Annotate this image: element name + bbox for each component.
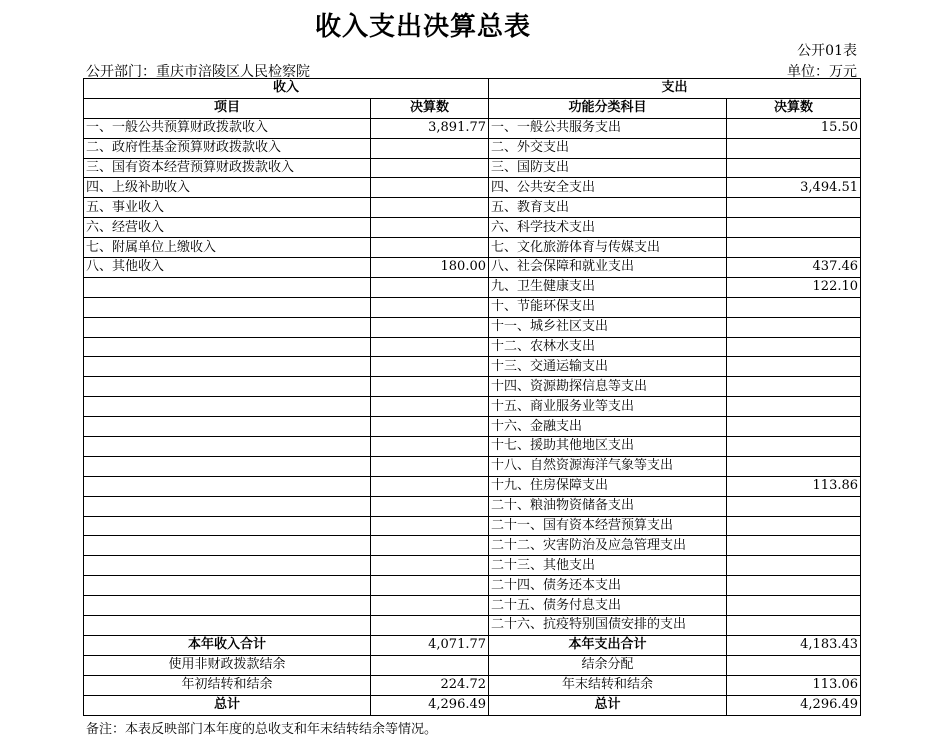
expense-item-cell: 三、国防支出 — [489, 158, 727, 178]
expense-value-cell — [727, 297, 861, 317]
table-row — [84, 456, 861, 476]
summary-expense-value-cell: 113.06 — [727, 675, 861, 695]
income-value-cell — [371, 417, 489, 437]
expense-item-cell: 二、外交支出 — [489, 138, 727, 158]
table-row — [84, 377, 861, 397]
expense-value-cell — [727, 138, 861, 158]
summary-row — [84, 635, 861, 655]
expense-item-cell: 九、卫生健康支出 — [489, 277, 727, 297]
table-row — [84, 238, 861, 258]
income-value-cell — [371, 337, 489, 357]
expense-value-cell — [727, 516, 861, 536]
income-item-cell — [84, 297, 371, 317]
income-value-cell — [371, 198, 489, 218]
table-row — [84, 556, 861, 576]
unit-label: 单位：万元 — [787, 64, 857, 80]
expense-item-cell: 二十一、国有资本经营预算支出 — [489, 516, 727, 536]
summary-income-value-cell: 4,071.77 — [371, 635, 489, 655]
expense-item-cell: 十八、自然资源海洋气象等支出 — [489, 456, 727, 476]
income-value-cell — [371, 158, 489, 178]
expense-item-cell: 十五、商业服务业等支出 — [489, 397, 727, 417]
income-item-cell — [84, 536, 371, 556]
expense-value-cell — [727, 218, 861, 238]
expense-value-cell — [727, 238, 861, 258]
income-item-cell: 二、政府性基金预算财政拨款收入 — [84, 138, 371, 158]
income-value-cell — [371, 377, 489, 397]
income-item-cell — [84, 516, 371, 536]
table-row — [84, 218, 861, 238]
income-item-cell: 一、一般公共预算财政拨款收入 — [84, 118, 371, 138]
expense-item-cell: 十二、农林水支出 — [489, 337, 727, 357]
table-row — [84, 596, 861, 616]
income-item-cell — [84, 377, 371, 397]
table-row — [84, 198, 861, 218]
expense-value-cell — [727, 576, 861, 596]
table-row — [84, 138, 861, 158]
expense-item-cell: 十六、金融支出 — [489, 417, 727, 437]
table-row — [84, 337, 861, 357]
expense-item-cell: 二十二、灾害防治及应急管理支出 — [489, 536, 727, 556]
column-header-amount: 决算数 — [371, 98, 489, 118]
table-row — [84, 476, 861, 496]
page-title: 收入支出决算总表 — [314, 12, 531, 42]
summary-expense-item-cell: 本年支出合计 — [489, 635, 727, 655]
table-row — [84, 496, 861, 516]
expense-item-cell: 二十六、抗疫特别国债安排的支出 — [489, 616, 727, 636]
income-item-cell: 八、其他收入 — [84, 258, 371, 278]
expense-value-cell — [727, 536, 861, 556]
table-row — [84, 118, 861, 138]
summary-income-value-cell: 4,296.49 — [371, 695, 489, 715]
summary-income-item-cell: 总计 — [84, 695, 371, 715]
income-item-cell — [84, 476, 371, 496]
table-row — [84, 536, 861, 556]
expense-value-cell — [727, 377, 861, 397]
expense-value-cell — [727, 596, 861, 616]
table-row — [84, 277, 861, 297]
income-value-cell — [371, 576, 489, 596]
expense-value-cell — [727, 397, 861, 417]
summary-row — [84, 675, 861, 695]
table-row — [84, 297, 861, 317]
income-value-cell — [371, 596, 489, 616]
summary-income-value-cell: 224.72 — [371, 675, 489, 695]
expense-value-cell — [727, 456, 861, 476]
table-group-header — [84, 79, 861, 99]
expense-value-cell: 15.50 — [727, 118, 861, 138]
expense-value-cell — [727, 417, 861, 437]
expense-item-cell: 十一、城乡社区支出 — [489, 317, 727, 337]
expense-value-cell — [727, 317, 861, 337]
table-row — [84, 616, 861, 636]
income-value-cell — [371, 397, 489, 417]
expense-value-cell — [727, 616, 861, 636]
income-value-cell — [371, 138, 489, 158]
expense-value-cell — [727, 198, 861, 218]
income-value-cell: 180.00 — [371, 258, 489, 278]
expense-value-cell — [727, 158, 861, 178]
table-row — [84, 437, 861, 457]
table-row — [84, 178, 861, 198]
table-row — [84, 317, 861, 337]
summary-income-item-cell: 年初结转和结余 — [84, 675, 371, 695]
expense-value-cell: 3,494.51 — [727, 178, 861, 198]
summary-income-item-cell: 本年收入合计 — [84, 635, 371, 655]
summary-income-value-cell — [371, 655, 489, 675]
expense-value-cell: 437.46 — [727, 258, 861, 278]
expense-value-cell — [727, 437, 861, 457]
expense-item-cell: 八、社会保障和就业支出 — [489, 258, 727, 278]
income-value-cell — [371, 297, 489, 317]
expense-value-cell — [727, 496, 861, 516]
income-value-cell — [371, 218, 489, 238]
expense-item-cell: 二十五、债务付息支出 — [489, 596, 727, 616]
income-value-cell: 3,891.77 — [371, 118, 489, 138]
expense-item-cell: 十四、资源勘探信息等支出 — [489, 377, 727, 397]
income-value-cell — [371, 277, 489, 297]
table-column-header — [84, 98, 861, 118]
expense-item-cell: 一、一般公共服务支出 — [489, 118, 727, 138]
table-row — [84, 397, 861, 417]
income-value-cell — [371, 536, 489, 556]
expense-item-cell: 十七、援助其他地区支出 — [489, 437, 727, 457]
income-value-cell — [371, 516, 489, 536]
summary-expense-value-cell: 4,183.43 — [727, 635, 861, 655]
income-item-cell — [84, 616, 371, 636]
expense-item-cell: 十、节能环保支出 — [489, 297, 727, 317]
income-item-cell — [84, 596, 371, 616]
column-header-amount-2: 决算数 — [727, 98, 861, 118]
expense-value-cell: 122.10 — [727, 277, 861, 297]
expense-item-cell: 六、科学技术支出 — [489, 218, 727, 238]
expense-value-cell — [727, 337, 861, 357]
income-value-cell — [371, 238, 489, 258]
expense-item-cell: 四、公共安全支出 — [489, 178, 727, 198]
expense-item-cell: 二十三、其他支出 — [489, 556, 727, 576]
footnote: 备注：本表反映部门本年度的总收支和年末结转结余等情况。 — [86, 722, 438, 737]
income-value-cell — [371, 496, 489, 516]
income-group-header: 收入 — [84, 79, 489, 99]
expense-item-cell: 五、教育支出 — [489, 198, 727, 218]
summary-row — [84, 695, 861, 715]
expense-item-cell: 二十、粮油物资储备支出 — [489, 496, 727, 516]
income-expense-table — [83, 78, 861, 716]
table-row — [84, 417, 861, 437]
summary-expense-item-cell: 结余分配 — [489, 655, 727, 675]
summary-income-item-cell: 使用非财政拨款结余 — [84, 655, 371, 675]
expense-item-cell: 十九、住房保障支出 — [489, 476, 727, 496]
table-row — [84, 576, 861, 596]
table-row — [84, 357, 861, 377]
income-value-cell — [371, 437, 489, 457]
income-item-cell — [84, 496, 371, 516]
income-item-cell: 五、事业收入 — [84, 198, 371, 218]
summary-expense-item-cell: 总计 — [489, 695, 727, 715]
form-number: 公开01表 — [797, 43, 857, 59]
income-value-cell — [371, 616, 489, 636]
expense-item-cell: 十三、交通运输支出 — [489, 357, 727, 377]
table-row — [84, 258, 861, 278]
income-item-cell — [84, 317, 371, 337]
income-item-cell: 六、经营收入 — [84, 218, 371, 238]
expense-group-header: 支出 — [489, 79, 861, 99]
income-item-cell — [84, 456, 371, 476]
income-item-cell — [84, 556, 371, 576]
income-value-cell — [371, 357, 489, 377]
income-value-cell — [371, 317, 489, 337]
table-row — [84, 516, 861, 536]
column-header-item: 项目 — [84, 98, 371, 118]
summary-row — [84, 655, 861, 675]
income-item-cell: 三、国有资本经营预算财政拨款收入 — [84, 158, 371, 178]
income-item-cell: 七、附属单位上缴收入 — [84, 238, 371, 258]
expense-value-cell — [727, 556, 861, 576]
income-item-cell — [84, 437, 371, 457]
department-label: 公开部门：重庆市涪陵区人民检察院 — [86, 64, 310, 80]
expense-item-cell: 二十四、债务还本支出 — [489, 576, 727, 596]
expense-value-cell: 113.86 — [727, 476, 861, 496]
income-item-cell — [84, 397, 371, 417]
income-value-cell — [371, 178, 489, 198]
expense-value-cell — [727, 357, 861, 377]
table-row — [84, 158, 861, 178]
income-item-cell — [84, 417, 371, 437]
income-item-cell — [84, 576, 371, 596]
income-value-cell — [371, 556, 489, 576]
income-value-cell — [371, 456, 489, 476]
summary-expense-value-cell: 4,296.49 — [727, 695, 861, 715]
income-value-cell — [371, 476, 489, 496]
summary-expense-item-cell: 年末结转和结余 — [489, 675, 727, 695]
summary-expense-value-cell — [727, 655, 861, 675]
income-item-cell: 四、上级补助收入 — [84, 178, 371, 198]
income-item-cell — [84, 277, 371, 297]
income-item-cell — [84, 357, 371, 377]
income-item-cell — [84, 337, 371, 357]
expense-item-cell: 七、文化旅游体育与传媒支出 — [489, 238, 727, 258]
column-header-func-subject: 功能分类科目 — [489, 98, 727, 118]
